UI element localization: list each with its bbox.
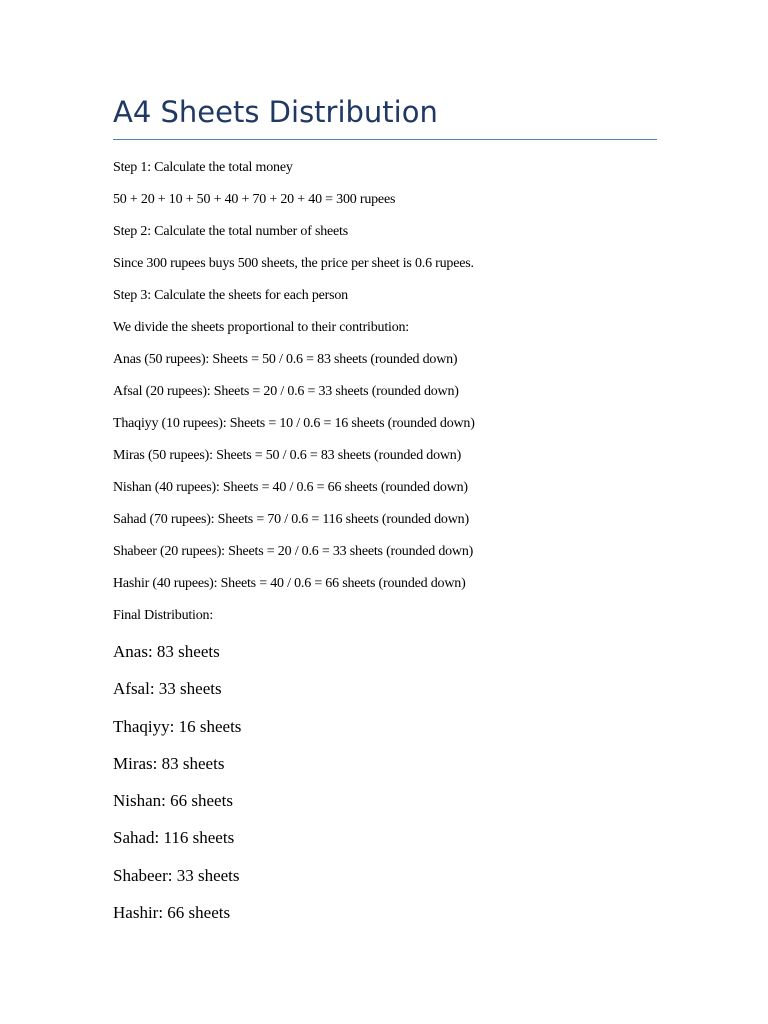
calculation-thaqiyy: Thaqiyy (10 rupees): Sheets = 10 / 0.6 = 16 sheets (rounded down): [113, 416, 475, 431]
calculation-shabeer: Shabeer (20 rupees): Sheets = 20 / 0.6 = 33 sheets (rounded down): [113, 544, 474, 559]
final-item-thaqiyy: Thaqiyy: 16 sheets: [113, 716, 242, 736]
final-item-nishan: Nishan: 66 sheets: [113, 791, 233, 811]
document-title: A4 Sheets Distribution: [113, 95, 438, 129]
body-paragraphs: [113, 159, 713, 639]
final-item-hashir: Hashir: 66 sheets: [113, 903, 231, 923]
calculation-miras: Miras (50 rupees): Sheets = 50 / 0.6 = 83 sheets (rounded down): [113, 448, 462, 463]
calculation-anas: Anas (50 rupees): Sheets = 50 / 0.6 = 83 sheets (rounded down): [113, 352, 458, 367]
step-1-heading: Step 1: Calculate the total money: [113, 160, 293, 175]
final-item-shabeer: Shabeer: 33 sheets: [113, 865, 240, 885]
calculation-afsal: Afsal (20 rupees): Sheets = 20 / 0.6 = 33 sheets (rounded down): [113, 384, 459, 399]
final-item-anas: Anas: 83 sheets: [113, 642, 220, 661]
final-item-miras: Miras: 83 sheets: [113, 753, 225, 773]
final-distribution-heading: Final Distribution:: [113, 608, 214, 623]
calculation-hashir: Hashir (40 rupees): Sheets = 40 / 0.6 = 66 sheets (rounded down): [113, 576, 466, 591]
calculation-sahad: Sahad (70 rupees): Sheets = 70 / 0.6 = 116 sheets (rounded down): [113, 512, 469, 527]
total-money-equation: 50 + 20 + 10 + 50 + 40 + 70 + 20 + 40 = 300 rupees: [113, 192, 396, 207]
calculation-nishan: Nishan (40 rupees): Sheets = 40 / 0.6 = 66 sheets (rounded down): [113, 480, 468, 495]
step-2-heading: Step 2: Calculate the total number of sheets: [113, 224, 348, 239]
proportional-intro-text: We divide the sheets proportional to their contribution:: [113, 320, 409, 335]
final-item-afsal: Afsal: 33 sheets: [113, 679, 222, 699]
step-3-heading: Step 3: Calculate the sheets for each person: [113, 288, 348, 303]
final-item-sahad: Sahad: 116 sheets: [113, 828, 235, 848]
price-per-sheet-text: Since 300 rupees buys 500 sheets, the price per sheet is 0.6 rupees.: [113, 256, 474, 271]
final-distribution-list: [113, 640, 241, 938]
title-underline-rule: [113, 139, 657, 140]
